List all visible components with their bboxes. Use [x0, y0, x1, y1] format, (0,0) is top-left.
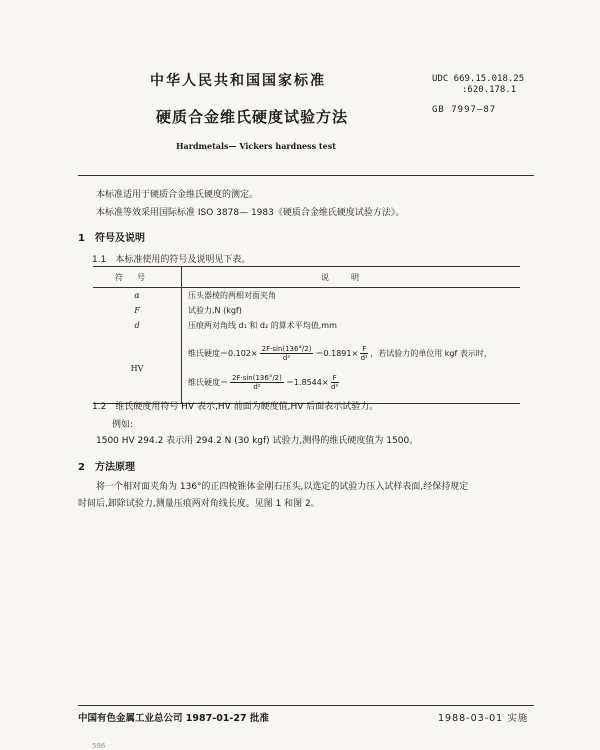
udc-code: UDC 669.15.018.25 — [432, 74, 525, 84]
section-2-heading: 2 方法原理 — [78, 462, 135, 473]
implementation-date: 1988-03-01 实施 — [438, 713, 529, 724]
approval-line: 中国有色金属工业总公司 1987-01-27 批准 — [78, 713, 269, 724]
table-header-symbol: 符号 — [93, 267, 182, 288]
fraction-denominator: d² — [282, 354, 291, 362]
symbol-cell-hv: HV — [93, 333, 182, 404]
symbol-cell: F — [93, 303, 182, 318]
intro-line-2: 本标准等效采用国际标准 ISO 3878— 1983《硬质合金维氏硬度试验方法》。 — [96, 208, 405, 218]
standard-name: 中华人民共和国国家标准 — [150, 73, 326, 89]
formula-kgf — [188, 345, 520, 362]
symbol-cell: d — [93, 318, 182, 333]
fraction — [360, 345, 368, 362]
description-cell: 试验力,N (kgf) — [188, 306, 242, 315]
fraction — [260, 345, 314, 362]
formula-cell — [182, 333, 521, 404]
fraction — [331, 374, 339, 391]
table-row — [93, 288, 520, 304]
document-title-english: Hardmetals— Vickers hardness test — [176, 141, 336, 151]
fraction-numerator: F — [362, 345, 367, 353]
formula-2-lhs: 维氏硬度＝ — [188, 378, 228, 387]
header-divider — [78, 175, 534, 176]
section-1-heading: 1 符号及说明 — [78, 233, 145, 244]
symbol-cell: α — [93, 288, 182, 304]
description-cell: 压痕两对角线 d₁ 和 d₂ 的算术平均值,mm — [188, 321, 337, 330]
fraction-denominator: d² — [330, 383, 339, 391]
table-row — [93, 318, 520, 333]
fraction-denominator: d² — [253, 383, 261, 391]
fraction-numerator: 2F·sin(136°/2) — [232, 374, 282, 382]
formula-2-mid: ＝1.8544× — [285, 378, 329, 387]
intro-line-1: 本标准适用于硬质合金维氏硬度的测定。 — [96, 190, 259, 200]
formula-newton — [188, 374, 520, 391]
fraction — [230, 374, 284, 391]
fraction-numerator: F — [332, 374, 337, 382]
table-row — [93, 303, 520, 318]
udc-code-continued: :620.178.1 — [462, 85, 517, 95]
section-2-para-line-2: 时间后,卸除试验力,测量压痕两对角线长度。见图 1 和图 2。 — [78, 499, 320, 509]
document-title: 硬质合金维氏硬度试验方法 — [156, 108, 349, 126]
fraction-numerator: 2F·sin(136°/2) — [261, 345, 312, 353]
section-1-2: 1.2 维氏硬度用符号 HV 表示,HV 前面为硬度值,HV 后面表示试验力。 — [92, 402, 379, 412]
example-text: 1500 HV 294.2 表示用 294.2 N (30 kgf) 试验力,测得的维氏硬度值为 1500。 — [96, 436, 419, 446]
formula-1-tail: ，若试验力的单位用 kgf 表示时， — [370, 349, 492, 358]
page-number: 596 — [92, 742, 106, 750]
formula-1-lhs: 维氏硬度＝0.102× — [188, 349, 258, 358]
section-2-para-line-1: 将一个相对面夹角为 136°的正四棱锥体金刚石压头,以选定的试验力压入试样表面,经保持规定 — [96, 482, 469, 492]
symbol-table — [93, 266, 520, 404]
footer-divider — [78, 705, 534, 706]
gb-number: GB 7997—87 — [432, 105, 497, 115]
example-label: 例如: — [112, 420, 134, 430]
description-cell: 压头器棱的两相对面夹角 — [188, 291, 276, 300]
section-1-1: 1.1 本标准使用的符号及说明见下表。 — [92, 255, 251, 265]
fraction-denominator: d² — [360, 354, 368, 362]
table-header-description: 说明 — [182, 267, 521, 288]
formula-1-mid: ＝0.1891× — [315, 349, 359, 358]
table-row-hv — [93, 333, 520, 404]
